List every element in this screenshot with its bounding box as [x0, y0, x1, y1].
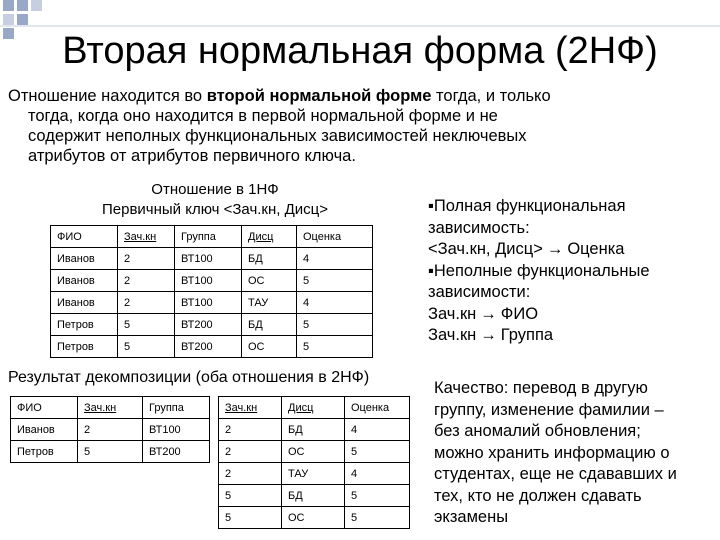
- intro-text-1: Отношение находится во: [8, 87, 207, 105]
- table-cell: 5: [345, 507, 410, 529]
- quality-line: экзамены: [434, 508, 509, 526]
- table-header-row: [51, 226, 373, 248]
- table-header-cell: Зач.кн: [118, 226, 175, 248]
- table-cell: ОС: [242, 270, 297, 292]
- table-row: [219, 507, 410, 529]
- arrow-right-icon: →: [546, 240, 564, 258]
- quality-line: тех, кто не должен сдавать: [434, 486, 642, 505]
- table-row: [51, 292, 373, 314]
- table-header-cell: ФИО: [51, 226, 118, 248]
- dependencies-block: [428, 196, 718, 347]
- table-cell: 5: [297, 336, 373, 358]
- table-cell: 5: [345, 441, 410, 463]
- full-dep-right: Оценка: [567, 240, 625, 258]
- table-cell: ВТ100: [143, 419, 210, 441]
- arrow-right-icon: →: [480, 304, 497, 323]
- table-row: [51, 270, 373, 292]
- decomp-table-2: [218, 396, 410, 529]
- quality-line: студентах, еще не сдававших и: [434, 465, 677, 483]
- table-cell: 2: [118, 248, 175, 270]
- table-cell: БД: [282, 419, 345, 441]
- table-cell: БД: [242, 314, 297, 336]
- table-cell: Петров: [51, 336, 118, 358]
- table-row: [219, 485, 410, 507]
- table-row: [219, 441, 410, 463]
- table-cell: Иванов: [51, 270, 118, 292]
- intro-bold: второй нормальной форме: [206, 87, 432, 105]
- quality-line: группу, изменение фамилии –: [434, 400, 664, 419]
- partial-dep-2-left: Зач.кн: [428, 326, 477, 344]
- table-cell: Петров: [11, 441, 78, 463]
- table-cell: ВТ200: [175, 336, 242, 358]
- quality-line: без аномалий обновления;: [434, 422, 641, 440]
- nf1-table: [50, 225, 373, 358]
- partial-dep-label-1: ▪Неполные функциональные: [428, 261, 650, 280]
- table-row: [219, 419, 410, 441]
- table-cell: БД: [242, 248, 297, 270]
- table-cell: Иванов: [51, 248, 118, 270]
- table-cell: ВТ100: [175, 248, 242, 270]
- table-header-cell: Зач.кн: [219, 397, 282, 419]
- table-cell: 5: [78, 441, 143, 463]
- table-cell: 2: [118, 292, 175, 314]
- intro-line-3: содержит неполных функциональных зависимостей неключевых: [28, 127, 527, 145]
- table-row: [11, 441, 210, 463]
- table-cell: 5: [118, 314, 175, 336]
- intro-line-2: тогда, когда оно находится в первой нормальной форме и не: [28, 107, 498, 125]
- table-cell: ВТ200: [175, 314, 242, 336]
- partial-dep-1-right: ФИО: [500, 304, 539, 323]
- table-cell: 5: [219, 485, 282, 507]
- table-cell: 5: [345, 485, 410, 507]
- table-cell: Иванов: [11, 419, 78, 441]
- table-cell: 5: [118, 336, 175, 358]
- table-header-cell: Оценка: [345, 397, 410, 419]
- table-cell: 2: [78, 419, 143, 441]
- table-cell: 2: [219, 463, 282, 485]
- table-cell: 5: [297, 314, 373, 336]
- partial-dep-label-2: зависимости:: [428, 283, 531, 301]
- table-header-cell: Группа: [175, 226, 242, 248]
- table-cell: БД: [282, 485, 345, 507]
- table-cell: ТАУ: [282, 463, 345, 485]
- nf1-caption-line2: Первичный ключ <Зач.кн, Дисц>: [101, 201, 328, 218]
- intro-definition: [8, 86, 708, 166]
- page-title: Вторая нормальная форма (2НФ): [62, 30, 658, 72]
- table-cell: 2: [219, 419, 282, 441]
- table-row: [51, 336, 373, 358]
- intro-text-2: тогда, и только: [431, 87, 551, 105]
- table-cell: 2: [219, 441, 282, 463]
- quality-line: Качество: перевод в другую: [434, 379, 648, 397]
- table-row: [219, 463, 410, 485]
- table-row: [51, 248, 373, 270]
- table-cell: 4: [297, 292, 373, 314]
- partial-dep-2-right: Группа: [500, 326, 554, 344]
- table-cell: ОС: [282, 507, 345, 529]
- table-header-cell: Дисц: [282, 397, 345, 419]
- full-dep-left: <Зач.кн, Дисц>: [428, 240, 543, 258]
- table-header-cell: Оценка: [297, 226, 373, 248]
- table-cell: 4: [345, 419, 410, 441]
- full-dep: [428, 239, 718, 261]
- table-cell: 5: [219, 507, 282, 529]
- table-cell: ВТ200: [143, 441, 210, 463]
- table-row: [11, 419, 210, 441]
- intro-line-4: атрибутов от атрибутов первичного ключа.: [28, 147, 356, 165]
- table-header-cell: Дисц: [242, 226, 297, 248]
- table-cell: Петров: [51, 314, 118, 336]
- table-cell: Иванов: [51, 292, 118, 314]
- nf1-caption-line1: Отношение в 1НФ: [151, 181, 279, 198]
- table-cell: 4: [345, 463, 410, 485]
- table-cell: ОС: [242, 336, 297, 358]
- full-dep-label-1: ▪Полная функциональная: [428, 197, 626, 215]
- table-header-cell: ФИО: [11, 397, 78, 419]
- table-cell: 2: [118, 270, 175, 292]
- table-cell: ОС: [282, 441, 345, 463]
- table-cell: ВТ100: [175, 292, 242, 314]
- table-cell: 5: [297, 270, 373, 292]
- full-dep-label-2: зависимость:: [428, 218, 530, 237]
- partial-dep-2: [428, 325, 718, 347]
- decomp-table-1: [10, 396, 210, 463]
- table-header-row: [11, 397, 210, 419]
- quality-note: [434, 378, 716, 529]
- table-cell: 4: [297, 248, 373, 270]
- table-row: [51, 314, 373, 336]
- table-header-cell: Зач.кн: [78, 397, 143, 419]
- table-header-cell: Группа: [143, 397, 210, 419]
- partial-dep-1: [428, 304, 718, 326]
- arrow-right-icon: →: [480, 326, 497, 344]
- table-cell: ВТ100: [175, 270, 242, 292]
- nf1-caption: [60, 180, 370, 220]
- quality-line: можно хранить информацию о: [434, 443, 670, 462]
- decomposition-caption: Результат декомпозиции (оба отношения в 2НФ): [8, 369, 370, 386]
- table-header-row: [219, 397, 410, 419]
- partial-dep-1-left: Зач.кн: [428, 304, 477, 323]
- table-cell: ТАУ: [242, 292, 297, 314]
